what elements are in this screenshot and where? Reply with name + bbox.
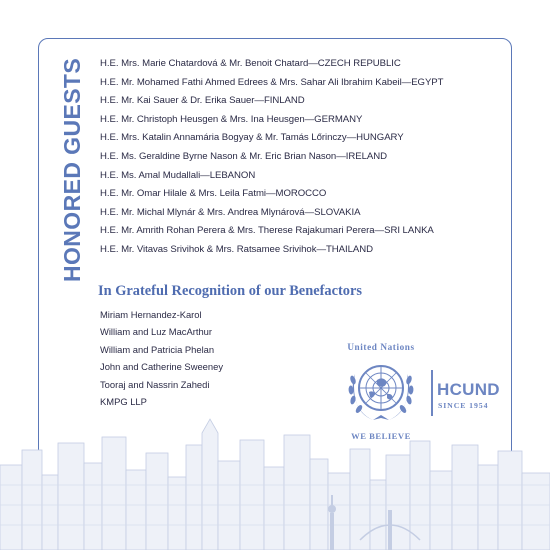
benefactor-item: William and Patricia Phelan [100, 343, 215, 355]
guest-item: H.E. Mrs. Katalin Annamária Bogyay & Mr. Tamás Lőrinczy—HUNGARY [100, 132, 404, 144]
guest-item: H.E. Mr. Christoph Heusgen & Mrs. Ina Heusgen—GERMANY [100, 113, 363, 125]
guest-item: H.E. Mr. Kai Sauer & Dr. Erika Sauer—FINLAND [100, 95, 305, 107]
guest-item: H.E. Mr. Omar Hilale & Mrs. Leila Fatmi—MOROCCO [100, 188, 327, 200]
city-skyline-icon [0, 415, 550, 550]
honored-guests-heading: HONORED GUESTS [59, 57, 85, 282]
un-logo-motto: WE BELIEVE [351, 431, 411, 441]
benefactor-item: John and Catherine Sweeney [100, 361, 224, 373]
guest-list [100, 55, 500, 260]
guest-item: H.E. Mr. Michal Mlynár & Mrs. Andrea Mlynárová—SLOVAKIA [100, 206, 361, 218]
benefactors-heading: In Grateful Recognition of our Benefactors [98, 283, 362, 299]
benefactor-item: KMPG LLP [100, 396, 147, 408]
guest-item: H.E. Ms. Amal Mudallali—LEBANON [100, 169, 256, 181]
guest-item: H.E. Ms. Geraldine Byrne Nason & Mr. Eric Brian Nason—IRELAND [100, 150, 387, 162]
logo-divider [431, 370, 433, 416]
hcund-since: SINCE 1954 [438, 401, 489, 410]
benefactor-list [100, 306, 223, 410]
benefactor-item: Tooraj and Nassrin Zahedi [100, 378, 210, 390]
guest-item: H.E. Mr. Vitavas Srivihok & Mrs. Ratsamee Srivihok—THAILAND [100, 243, 374, 255]
benefactor-item: Miriam Hernandez-Karol [100, 309, 202, 320]
un-logo-top-text: United Nations [347, 342, 415, 352]
guest-item: H.E. Mrs. Marie Chatardová & Mr. Benoit Chatard—CZECH REPUBLIC [100, 58, 401, 69]
hcund-wordmark: HCUND [437, 380, 500, 399]
benefactor-item: William and Luz MacArthur [100, 326, 213, 338]
guest-item: H.E. Mr. Amrith Rohan Perera & Mrs. Therese Rajakumari Perera—SRI LANKA [100, 225, 434, 237]
guest-item: H.E. Mr. Mohamed Fathi Ahmed Edrees & Mrs. Sahar Ali Ibrahim Kabeil—EGYPT [100, 76, 444, 88]
